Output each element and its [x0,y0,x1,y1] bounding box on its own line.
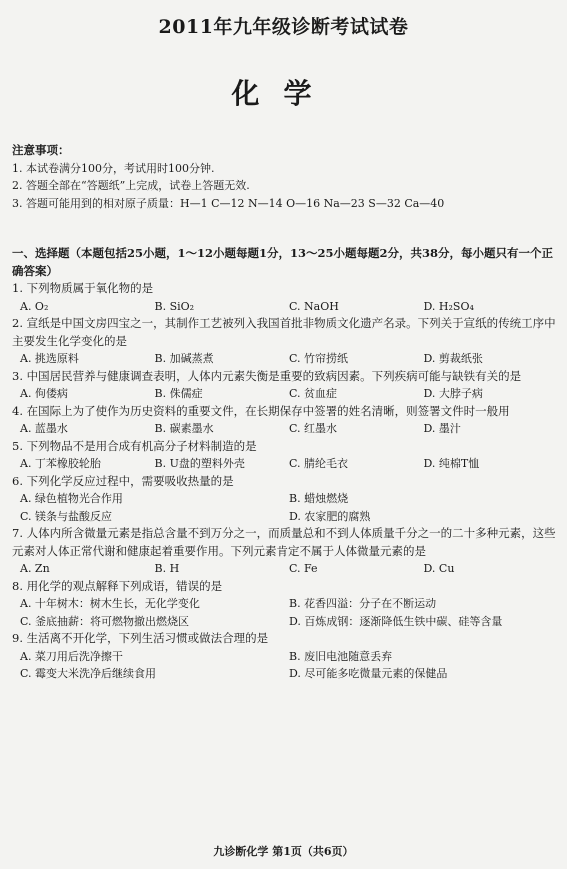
question-stem: 2. 宣纸是中国文房四宝之一，其制作工艺被列入我国首批非物质文化遗产名录。下列关于宣纸的传统工序中主要发生化学变化的是 [12,316,556,348]
option: C. 霉变大米洗净后继续食用 [20,667,157,680]
options-row [12,385,558,403]
option: D. 墨汁 [423,422,461,435]
question [12,438,558,473]
option: D. 剪裁纸张 [423,352,483,365]
option: C. 红墨水 [289,422,338,435]
option: A. O₂ [20,299,49,313]
option: B. SiO₂ [154,299,195,313]
option: D. 百炼成钢：逐渐降低生铁中碳、硅等含量 [289,614,503,628]
option: D. 农家肥的腐熟 [289,509,371,523]
option: B. 花香四溢：分子在不断运动 [289,597,437,610]
question-stem: 1. 下列物质属于氧化物的是 [12,281,154,295]
option: B. 蜡烛燃烧 [289,492,349,505]
option: B. 加碱蒸煮 [154,352,214,365]
question [12,315,558,368]
option: A. 挑选原料 [20,352,79,365]
option: C. 腈纶毛衣 [289,457,349,470]
notice-section [12,142,558,212]
question-stem: 4. 在国际上为了使作为历史资料的重要文件，在长期保存中签署的姓名清晰，则签署文件时一般用 [12,403,510,418]
option: B. 侏儒症 [154,387,203,400]
option: C. 釜底抽薪：将可燃物撤出燃烧区 [20,614,190,628]
option: B. H [154,562,180,575]
options-grid [12,595,558,630]
option: D. Cu [423,562,455,575]
notice-item: 2. 答题全部在“答题纸”上完成，试卷上答题无效. [12,179,250,192]
question-stem: 8. 用化学的观点解释下列成语，错误的是 [12,578,223,593]
question [12,368,558,403]
question [12,525,558,578]
option: D. 大脖子病 [423,387,483,400]
options-row [12,298,558,316]
subject-title: 化学 [231,77,336,110]
option: A. 蓝墨水 [20,422,68,435]
option: C. 贫血症 [289,387,338,400]
option: C. Fe [289,562,318,575]
option: C. NaOH [289,299,339,313]
questions-section [12,244,558,683]
question-stem: 6. 下列化学反应过程中，需要吸收热量的是 [12,473,234,488]
section-heading: 一、选择题（本题包括25小题，1～12小题每题1分，13～25小题每题2分，共38分，每小题只有一个正确答案） [12,246,554,278]
option: A. 佝偻病 [20,387,68,400]
question [12,280,558,315]
options-grid [12,648,558,683]
option: A. 十年树木：树木生长，无化学变化 [20,597,200,610]
question-stem: 9. 生活离不开化学，下列生活习惯或做法合理的是 [12,631,269,645]
option: D. 纯棉T恤 [423,457,480,470]
options-row [12,560,558,578]
question [12,630,558,683]
question-list [12,280,558,683]
option: C. 镁条与盐酸反应 [20,509,113,523]
option: B. U盘的塑料外壳 [154,457,245,470]
options-row [12,350,558,368]
option: A. Zn [20,562,50,575]
option: A. 绿色植物光合作用 [20,492,123,505]
notice-heading: 注意事项： [12,143,70,157]
options-grid [12,490,558,525]
option: D. H₂SO₄ [423,299,474,313]
notice-item: 3. 答题可能用到的相对原子质量：H—1 C—12 N—14 O—16 Na—23 S—32 Ca—40 [12,196,445,210]
option: A. 菜刀用后洗净擦干 [20,649,123,663]
option: D. 尽可能多吃微量元素的保健品 [289,667,448,680]
exam-title: 2011年九年级诊断考试试卷 [158,16,409,38]
option: A. 丁苯橡胶轮胎 [20,457,101,470]
options-row [12,455,558,473]
question-stem: 5. 下列物品不是用合成有机高分子材料制造的是 [12,438,257,453]
option: C. 竹帘捞纸 [289,352,349,365]
page-footer: 九诊断化学 第1页（共6页） [213,845,354,858]
question [12,473,558,526]
question [12,578,558,631]
notice-item: 1. 本试卷满分100分，考试用时100分钟. [12,161,215,175]
question-stem: 3. 中国居民营养与健康调查表明，人体内元素失衡是重要的致病因素。下列疾病可能与缺铁有关的是 [12,368,522,383]
options-row [12,420,558,438]
option: B. 碳素墨水 [154,422,214,435]
question-stem: 7. 人体内所含微量元素是指总含量不到万分之一，而质量总和不到人体质量千分之一的二十多种元素，这些元素对人体正常代谢和健康起着重要作用。下列元素肯定不属于人体微量元素的是 [12,526,556,558]
option: B. 废旧电池随意丢弃 [289,649,393,663]
question [12,403,558,438]
